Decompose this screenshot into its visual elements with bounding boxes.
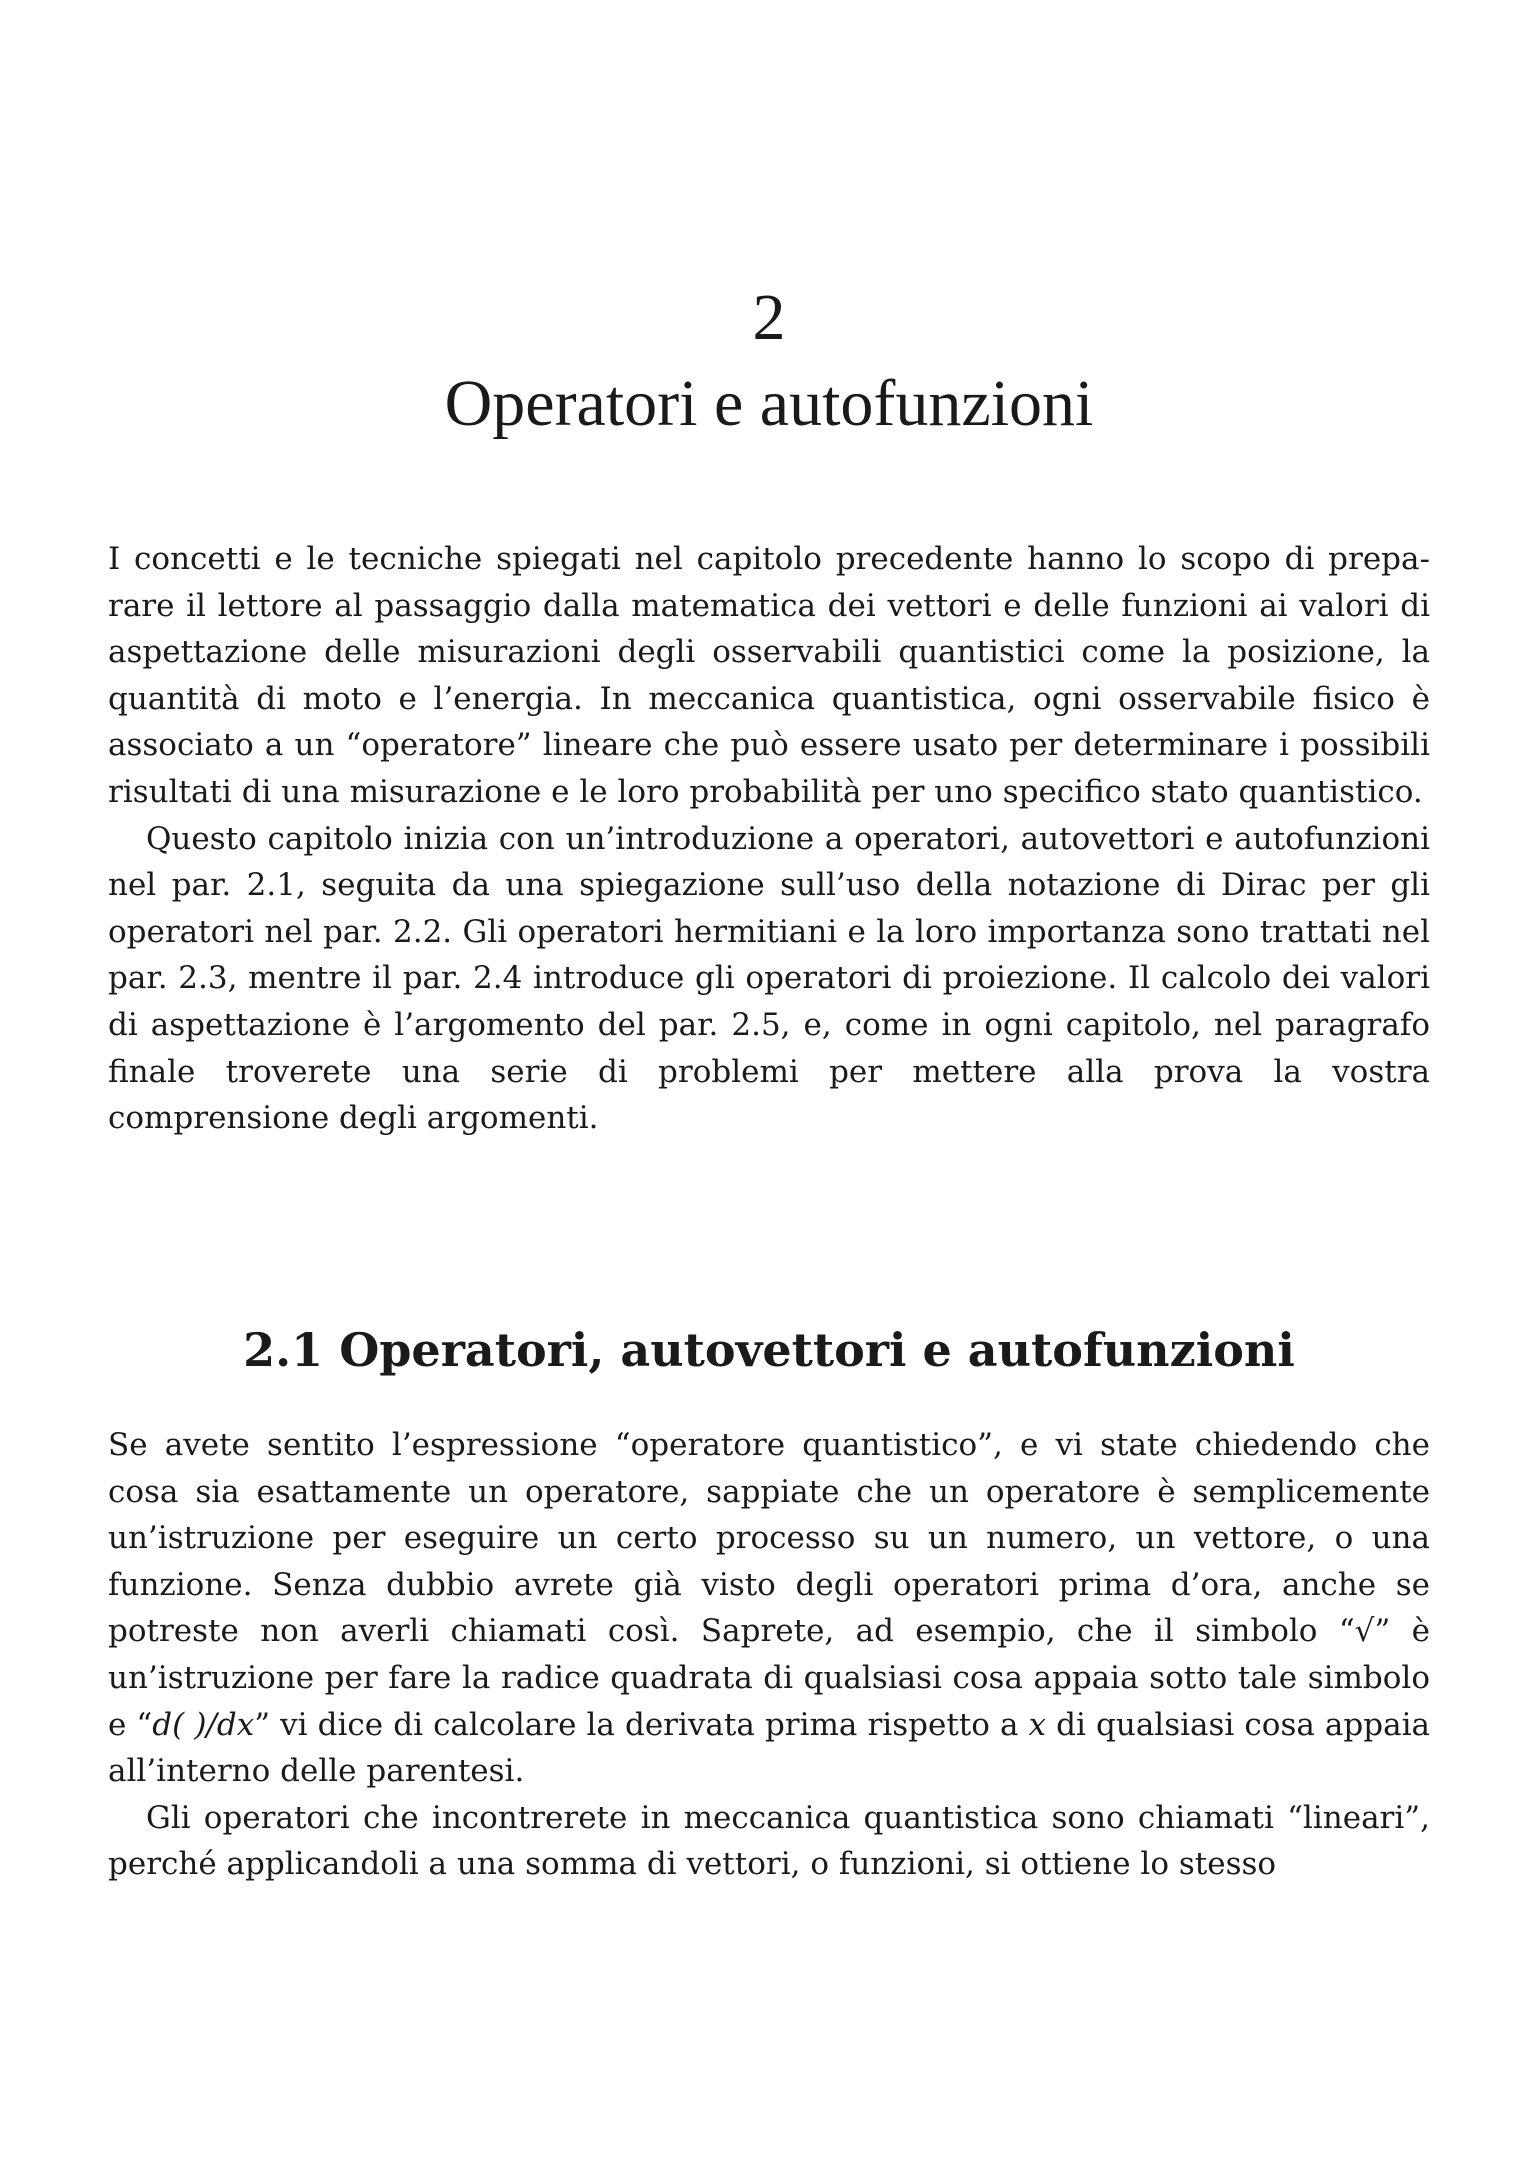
- derivative-symbol: d( )/dx: [152, 1706, 255, 1743]
- section-paragraph-1-part-a: Se avete sentito l’espressione “operatore quantistico”, e vi state chiedendo che cosa sia esattamente un operatore, sappiate che un operatore è semplicemente un’istruzione per eseguire un certo processo su un numero, un vettore, o una funzione. Senza dubbio avrete già visto degli operatori prima d’ora, anche se potreste non averli chiamati così. Saprete, ad esempio, che il simbolo “: [108, 1427, 1430, 1650]
- section-paragraph-1-part-c: ” vi dice di calcolare la derivata prima rispetto a: [254, 1706, 1029, 1743]
- sqrt-symbol: √: [1354, 1613, 1375, 1650]
- section-paragraph-1-part-d: di qualsiasi cosa appaia all’interno delle parentesi.: [108, 1706, 1430, 1790]
- section-paragraph-1: [108, 1422, 1430, 1795]
- x-variable: x: [1028, 1706, 1047, 1743]
- intro-paragraph-2: Questo capitolo inizia con un’introduzione a operatori, autovettori e autofunzioni nel par. 2.1, seguita da una spiegazione sull’uso della notazione di Dirac per gli operatori nel par. 2.2. Gli operatori hermitiani e la loro importanza sono trattati nel par. 2.3, mentre il par. 2.4 introduce gli operatori di proiezione. Il calcolo dei valori di aspettazione è l’argomento del par. 2.5, e, come in ogni capitolo, nel paragrafo finale troverete una serie di problemi per mettere alla prova la vostra comprensione degli argomenti.: [108, 820, 1430, 1137]
- chapter-number: 2: [752, 281, 786, 354]
- section-heading: 2.1 Operatori, autovettori e autofunzioni: [243, 1323, 1295, 1377]
- section-paragraph-2: Gli operatori che incontrerete in meccanica quantistica sono chiamati “lineari”, perché applicandoli a una somma di vettori, o funzioni, si ottiene lo stesso: [108, 1799, 1430, 1883]
- section-paragraph-1-part-b: ” è un’istruzione per fare la radice quadrata di qualsiasi cosa appaia sotto tale simbolo e “: [108, 1613, 1430, 1743]
- intro-paragraph-1: I concetti e le tecniche spiegati nel capitolo precedente hanno lo scopo di preparare il lettore al passaggio dalla matematica dei vettori e delle funzioni ai valori di aspettazione delle misurazioni degli osservabili quantistici come la posizione, la quantità di moto e l’energia. In meccanica quantistica, ogni osservabile fisico è associato a un “operatore” lineare che può essere usato per determinare i possibili risultati di una misurazione e le loro probabilità per uno specifico stato quantistico.: [108, 541, 1430, 810]
- chapter-title: Operatori e autofunzioni: [444, 367, 1094, 440]
- section-body: [108, 1422, 1430, 1888]
- chapter-intro: [108, 536, 1430, 1142]
